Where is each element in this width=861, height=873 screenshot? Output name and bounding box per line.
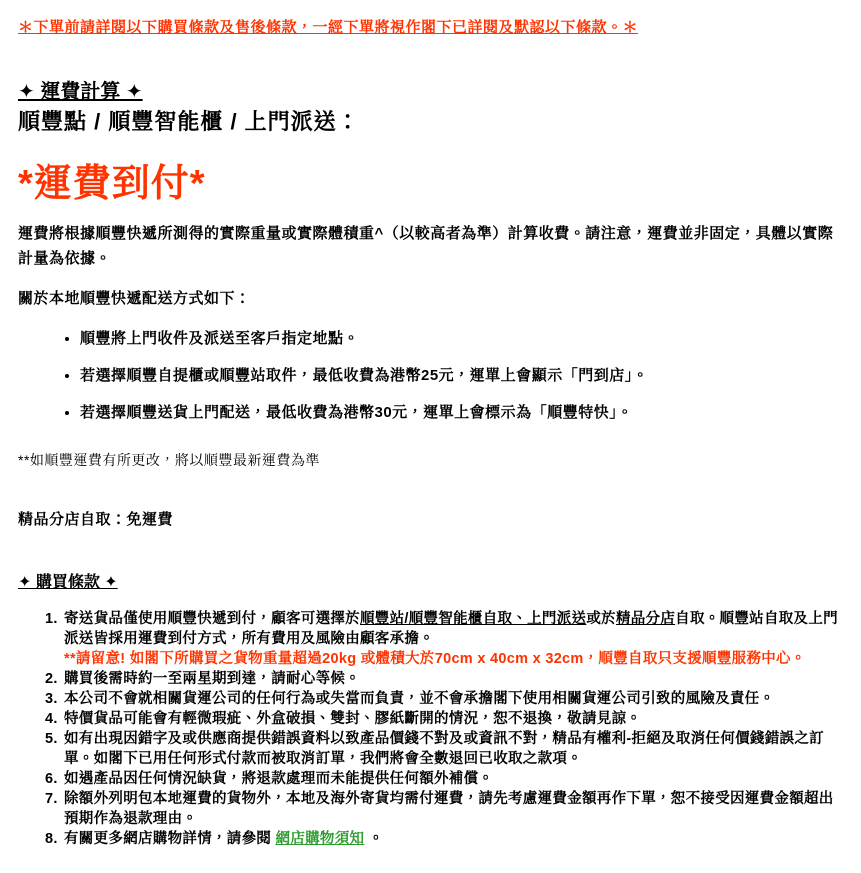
term-1-text: 寄送貨品僅使用順豐快遞到付，顧客可選擇於 [64,611,360,627]
term-item-4: 4. 特價貨品可能會有輕微瑕疵、外盒破損、雙封、膠紙斷開的情況，恕不退換，敬請見諒。 [62,709,845,729]
shipping-section-heading [18,79,845,105]
term-1-underline-store: 精品分店 [615,611,676,627]
term-item-6: 6. 如遇產品因任何情況缺貨，將退款處理而未能提供任何額外補償。 [62,769,845,789]
shipping-methods-subheading: 順豐點 / 順豐智能櫃 / 上門派送： [18,109,360,134]
purchase-terms-heading [18,569,845,592]
list-item: • 若選擇順豐送貨上門配送，最低收費為港幣30元，運單上會標示為「順豐特快」。 [80,403,845,423]
purchase-terms-heading-text: ✦ 購買條款 ✦ [18,574,118,591]
term-8-text: 。 [364,831,384,847]
shipping-section-heading-text: ✦ 運費計算 ✦ [18,81,143,103]
term-1-text: 或於 [586,611,616,627]
shipping-fee-intro: 運費將根據順豐快遞所測得的實際重量或實際體積重^（以較高者為準）計算收費。請注意，運費並非固定，具體以實際計量為依據。 [18,225,834,267]
term-item-3: 3. 本公司不會就相關貨運公司的任何行為或失當而負責，並不會承擔閣下使用相關貨運公司引致的風險及責任。 [62,689,845,709]
weight-limit-warning: **請留意! 如閣下所購買之貨物重量超過20kg 或體積大於70cm x 40cm x 32cm，順豐自取只支援順豐服務中心。 [64,651,806,667]
term-item-5: 5. 如有出現因錯字及或供應商提供錯誤資料以致產品價錢不對及或資訊不對，精品有權利-拒絕及取消任何價錢錯誤之訂單。如閣下已用任何形式付款而被取消訂單，我們將會全數退回已收取之款項。 [62,729,845,769]
term-item-8 [62,829,845,849]
store-pickup-note: 精品分店自取：免運費 [18,511,174,528]
term-item-7: 7. 除額外列明包本地運費的貨物外，本地及海外寄貨均需付運費，請先考慮運費金額再作下單，恕不接受因運費金額超出預期作為退款理由。 [62,789,845,829]
term-1-text: 自取。順豐站自取及上門派送皆採用運費到付方式，所有費用及風險由顧客承擔。 [64,611,838,647]
purchase-terms-list [18,609,845,849]
list-item: • 順豐將上門收件及派送至客戶指定地點。 [80,329,845,349]
delivery-methods-intro: 關於本地順豐快遞配送方式如下： [18,290,251,307]
term-item-2: 2. 購買後需時約一至兩星期到達，請耐心等候。 [62,669,845,689]
top-notice: ＊下單前請詳閱以下購買條款及售後條款，一經下單將視作閣下已詳閱及默認以下條款。＊ [18,19,639,36]
delivery-options-list [18,329,845,423]
list-item: • 若選擇順豐自提櫃或順豐站取件，最低收費為港幣25元，運單上會顯示「門到店」。 [80,366,845,386]
term-1-underline-pickup-options: 順豐站/順豐智能櫃自取、上門派送 [360,611,587,627]
freight-collect-title: *運費到付* [18,163,206,205]
fee-change-note: **如順豐運費有所更改，將以順豐最新運費為準 [18,452,320,468]
online-shopping-guide-link[interactable]: 網店購物須知 [275,831,365,847]
term-8-text: 有關更多網店購物詳情，請參閱 [64,831,276,847]
term-item-1 [62,609,845,669]
